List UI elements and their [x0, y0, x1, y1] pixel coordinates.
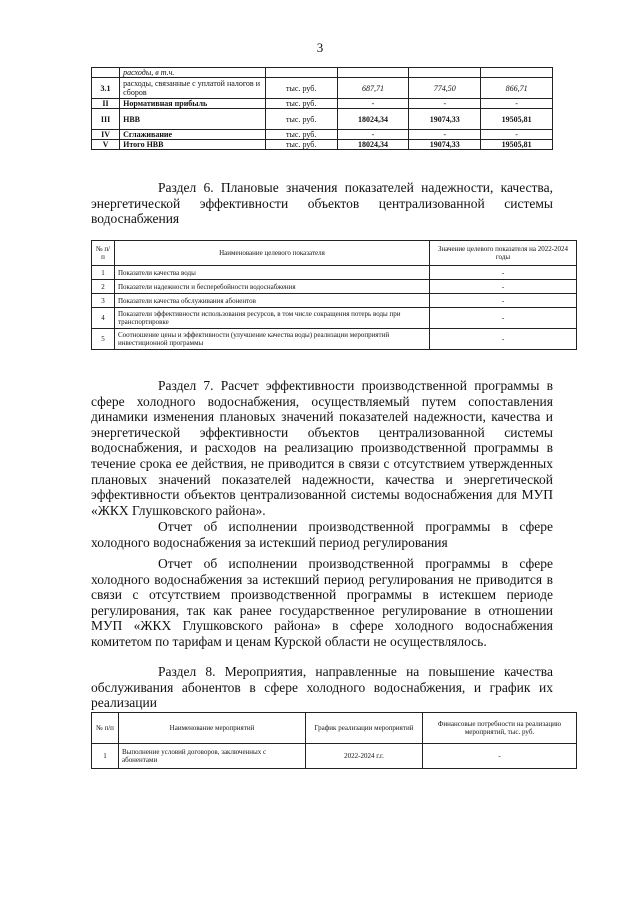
- row-value-2022: 18024,34: [337, 109, 409, 130]
- row-number: 4: [92, 308, 115, 329]
- table-row: [92, 109, 553, 130]
- row-value-2022: -: [337, 99, 409, 109]
- row-number: II: [92, 99, 120, 109]
- row-name: Показатели эффективности использования ресурсов, в том числе сокращения потерь воды при транспортировке: [115, 308, 430, 329]
- row-number: V: [92, 140, 120, 150]
- row-value: -: [430, 329, 577, 350]
- col-header-finance: Финансовые потребности на реализацию мероприятий, тыс. руб.: [423, 713, 577, 744]
- table-row: [92, 78, 553, 99]
- section-7-report-text: Отчет об исполнении производственной программы в сфере холодного водоснабжения за истекший период регулирования не приводится в связи с отсутствием производственной программы в истекшем периоде регулирования, так как ранее государственное регулирование в отношении МУП «ЖКХ Глушковского района» в сфере холодного водоснабжения комитетом по тарифам и ценам Курской области не осуществлялось.: [91, 556, 553, 649]
- row-name: Показатели надежности и бесперебойности водоснабжения: [115, 280, 430, 294]
- table-row: [92, 744, 577, 769]
- row-number: [92, 68, 120, 78]
- row-number: 1: [92, 266, 115, 280]
- row-value-2023: -: [409, 99, 481, 109]
- row-name: Выполнение условий договоров, заключенных с абонентами: [119, 744, 306, 769]
- activities-table: [91, 712, 577, 769]
- row-number: 3: [92, 294, 115, 308]
- row-value-2024: -: [481, 99, 553, 109]
- row-name: расходы, связанные с уплатой налогов и сборов: [120, 78, 266, 99]
- row-value-2024: 866,71: [481, 78, 553, 99]
- section-7-report-title: Отчет об исполнении производственной программы в сфере холодного водоснабжения за истекший период регулирования: [91, 519, 553, 550]
- row-name: Нормативная прибыль: [120, 99, 266, 109]
- row-value-2022: 687,71: [337, 78, 409, 99]
- col-header-value: Значение целевого показателя на 2022-2024 годы: [430, 241, 577, 266]
- row-value-2022: 18024,34: [337, 140, 409, 150]
- row-name: НВВ: [120, 109, 266, 130]
- table-header-row: [92, 241, 577, 266]
- row-value-2023: 19074,33: [409, 140, 481, 150]
- row-name: Сглаживание: [120, 130, 266, 140]
- row-unit: тыс. руб.: [265, 130, 337, 140]
- row-value: -: [430, 266, 577, 280]
- row-value: -: [430, 308, 577, 329]
- table-row: [92, 266, 577, 280]
- financial-table: [91, 67, 553, 150]
- page-number: 3: [316, 40, 324, 55]
- table-row: [92, 329, 577, 350]
- table-row: [92, 294, 577, 308]
- table-header-row: [92, 713, 577, 744]
- table-row: [92, 308, 577, 329]
- row-unit: [265, 68, 337, 78]
- row-number: 3.1: [92, 78, 120, 99]
- row-value-2023: [409, 68, 481, 78]
- row-value-2024: [481, 68, 553, 78]
- target-indicators-table: [91, 240, 577, 350]
- row-value-2023: 19074,33: [409, 109, 481, 130]
- row-schedule: 2022-2024 г.г.: [306, 744, 423, 769]
- table-row: [92, 280, 577, 294]
- row-name: Показатели качества обслуживания абонентов: [115, 294, 430, 308]
- row-unit: тыс. руб.: [265, 78, 337, 99]
- row-value-2024: 19505,81: [481, 109, 553, 130]
- row-unit: тыс. руб.: [265, 109, 337, 130]
- col-header-schedule: График реализации мероприятий: [306, 713, 423, 744]
- section-8-heading: Раздел 8. Мероприятия, направленные на повышение качества обслуживания абонентов в сфере холодного водоснабжения, и график их реализации: [91, 664, 553, 711]
- col-header-number: № п/п: [92, 713, 119, 744]
- row-value-2023: -: [409, 130, 481, 140]
- table-row: [92, 99, 553, 109]
- col-header-name: Наименование целевого показателя: [115, 241, 430, 266]
- col-header-name: Наименование мероприятий: [119, 713, 306, 744]
- row-number: IV: [92, 130, 120, 140]
- table-row: [92, 140, 553, 150]
- row-value-2024: 19505,81: [481, 140, 553, 150]
- row-name: Показатели качества воды: [115, 266, 430, 280]
- section-6-heading: Раздел 6. Плановые значения показателей надежности, качества, энергетической эффективности объектов централизованной системы водоснабжения: [91, 180, 553, 227]
- table-row: [92, 68, 553, 78]
- row-value-2023: 774,50: [409, 78, 481, 99]
- row-name: Итого НВВ: [120, 140, 266, 150]
- row-name: Соотношение цены и эффективности (улучшение качества воды) реализации мероприятий инвестиционной программы: [115, 329, 430, 350]
- col-header-number: № п/п: [92, 241, 115, 266]
- row-unit: тыс. руб.: [265, 140, 337, 150]
- row-finance: -: [423, 744, 577, 769]
- row-number: 2: [92, 280, 115, 294]
- row-number: 1: [92, 744, 119, 769]
- row-value: -: [430, 294, 577, 308]
- row-value-2022: [337, 68, 409, 78]
- row-number: 5: [92, 329, 115, 350]
- row-value: -: [430, 280, 577, 294]
- row-name: расходы, в т.ч.: [120, 68, 266, 78]
- row-value-2024: -: [481, 130, 553, 140]
- table-row: [92, 130, 553, 140]
- row-value-2022: -: [337, 130, 409, 140]
- row-number: III: [92, 109, 120, 130]
- section-7-paragraph: Раздел 7. Расчет эффективности производственной программы в сфере холодного водоснабжения, осуществляемый путем сопоставления динамики изменения плановых значений показателей надежности, качества и энергетической эффективности объектов централизованной системы водоснабжения, и расходов на реализацию производственной программы в течение срока ее действия, не приводится в связи с отсутствием утвержденных плановых значений показателей надежности, качества и энергетической эффективности объектов централизованной системы водоснабжения для МУП «ЖКХ Глушковского района».: [91, 378, 553, 518]
- row-unit: тыс. руб.: [265, 99, 337, 109]
